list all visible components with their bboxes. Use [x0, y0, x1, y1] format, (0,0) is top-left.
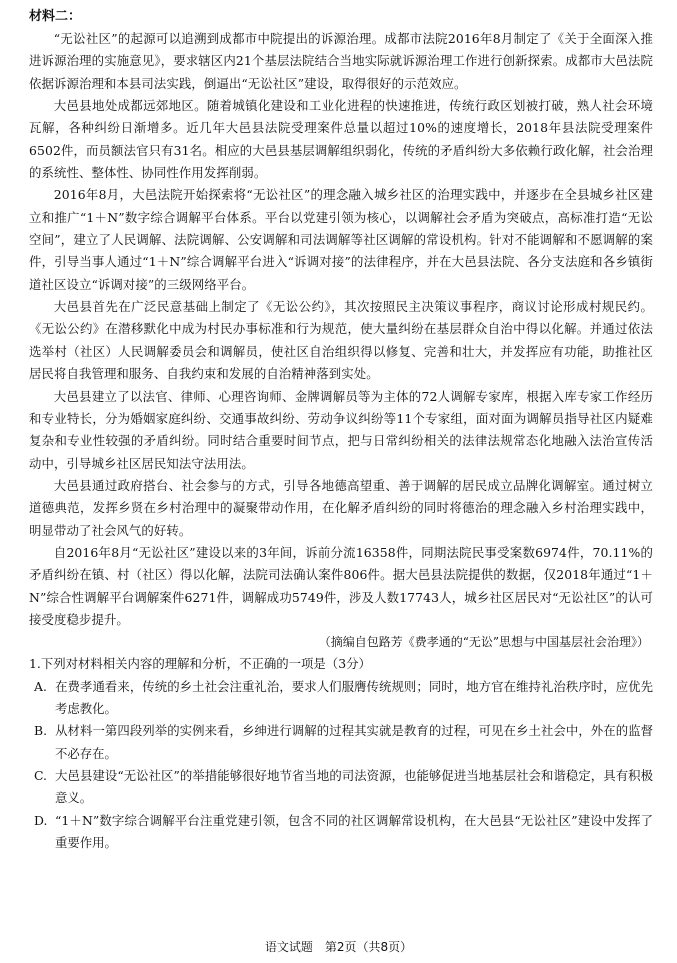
option-text: 在费孝通看来，传统的乡土社会注重礼治，要求人们服膺传统规则；同时，地方官在维持礼治秩序时，应优先考虑教化。 — [55, 678, 653, 716]
paragraph-4: 大邑县首先在广泛民意基础上制定了《无讼公约》，其次按照民主决策议事程序，商议讨论形成村规民约。《无讼公约》在潜移默化中成为村民办事标准和行为规范，使大量纠纷在基层群众自治中得以化解。并通过依法选举村（社区）人民调解委员会和调解员，使社区自治组织得以修复、完善和壮大，并发挥应有功能，助推社区居民将自我管理和服务、自我约束和发展的自治精神落到实处。 — [29, 299, 653, 382]
paragraph-1: “无讼社区”的起源可以追溯到成都市中院提出的诉源治理。成都市法院2016年8月制定了《关于全面深入推进诉源治理的实施意见》，要求辖区内21个基层法院结合当地实际就诉源治理工作进行创新探索。成都市大邑法院依据诉源治理和本县司法实践，倒逼出“无讼社区”建设，取得很好的示范效应。 — [29, 31, 653, 91]
material-body — [29, 28, 653, 631]
option-letter: D. — [34, 812, 48, 828]
option-letter: C. — [34, 768, 47, 783]
option-letter: A. — [34, 678, 47, 694]
section-title: 材料二： — [29, 9, 82, 24]
paragraph-5: 大邑县建立了以法官、律师、心理咨询师、金牌调解员等为主体的72人调解专家库，根据入库专家工作经历和专业特长，分为婚姻家庭纠纷、交通事故纠纷、劳动争议纠纷等11个专家组，面对面为调解员指导社区内疑难复杂和专业性较强的矛盾纠纷。同时结合重要时间节点，把与日常纠纷相关的法律法规常态化地融入法治宣传活动中，引导城乡社区居民知法守法用法。 — [29, 388, 653, 471]
paragraph-2: 大邑县地处成都远郊地区。随着城镇化建设和工业化进程的快速推进，传统行政区划被打破，熟人社会环境瓦解，各种纠纷日渐增多。近几年大邑县法院受理案件总量以超过10%的速度增长，2018年县法院受理案件6502件，而员额法官只有31名。相应的大邑县基层调解组织弱化，传统的矛盾纠纷大多依赖行政化解，社会治理的系统性、整体性、协同性作用发挥削弱。 — [29, 98, 653, 181]
paragraph-7: 自2016年8月“无讼社区”建设以来的3年间，诉前分流16358件，同期法院民事受案数6974件，70.11%的矛盾纠纷在镇、村（社区）得以化解，法院司法确认案件806件。据大邑县法院提供的数据，仅2018年通过“1＋N”综合性调解平台调解案件6271件，调解成功5749件，涉及人数17743人，城乡社区居民对“无讼社区”的认可接受度稳步提升。 — [29, 544, 653, 627]
question-1 — [29, 653, 653, 854]
option-letter: B. — [34, 723, 48, 739]
option-d — [34, 810, 653, 855]
source-note: （摘编自包路芳《费孝通的“无讼”思想与中国基层社会治理》） — [318, 635, 649, 650]
option-text: 从材料一第四段列举的实例来看，乡绅进行调解的过程其实就是教育的过程，可见在乡土社会中，外在的监督不必存在。 — [55, 723, 653, 761]
question-stem: 1.下列对材料相关内容的理解和分析，不正确的一项是（3分） — [29, 656, 371, 672]
page-footer: 语文试题 第2页（共8页） — [264, 940, 413, 954]
paragraph-3: 2016年8月，大邑法院开始探索将“无讼社区”的理念融入城乡社区的治理实践中，并逐步在全县城乡社区建立和推广“1＋N”数字综合调解平台体系。平台以党建引领为核心，以调解社会矛盾为突破点，高标准打造“无讼空间”，建立了人民调解、法院调解、公安调解和司法调解等社区调解的常设机构。针对不能调解和不愿调解的案件，引导当事人通过“1＋N”综合调解平台进入“诉调对接”的法律程序，并在大邑县法院、各分支法庭和各乡镇街道社区设立“诉调对接”的三级网络平台。 — [29, 187, 653, 292]
option-text: “1＋N”数字综合调解平台注重党建引领，包含不同的社区调解常设机构，在大邑县“无讼社区”建设中发挥了重要作用。 — [55, 812, 653, 851]
option-c — [34, 765, 653, 810]
option-a — [34, 676, 653, 721]
option-text: 大邑县建设“无讼社区”的举措能够很好地节省当地的司法资源，也能够促进当地基层社会和谐稳定，具有积极意义。 — [55, 768, 653, 806]
option-b — [34, 720, 653, 765]
paragraph-6: 大邑县通过政府搭台、社会参与的方式，引导各地德高望重、善于调解的居民成立品牌化调解室。通过树立道德典范，发挥乡贤在乡村治理中的凝聚带动作用，在化解矛盾纠纷的同时将德治的理念融入乡村治理实践中，明显带动了社会风气的好转。 — [29, 477, 653, 538]
